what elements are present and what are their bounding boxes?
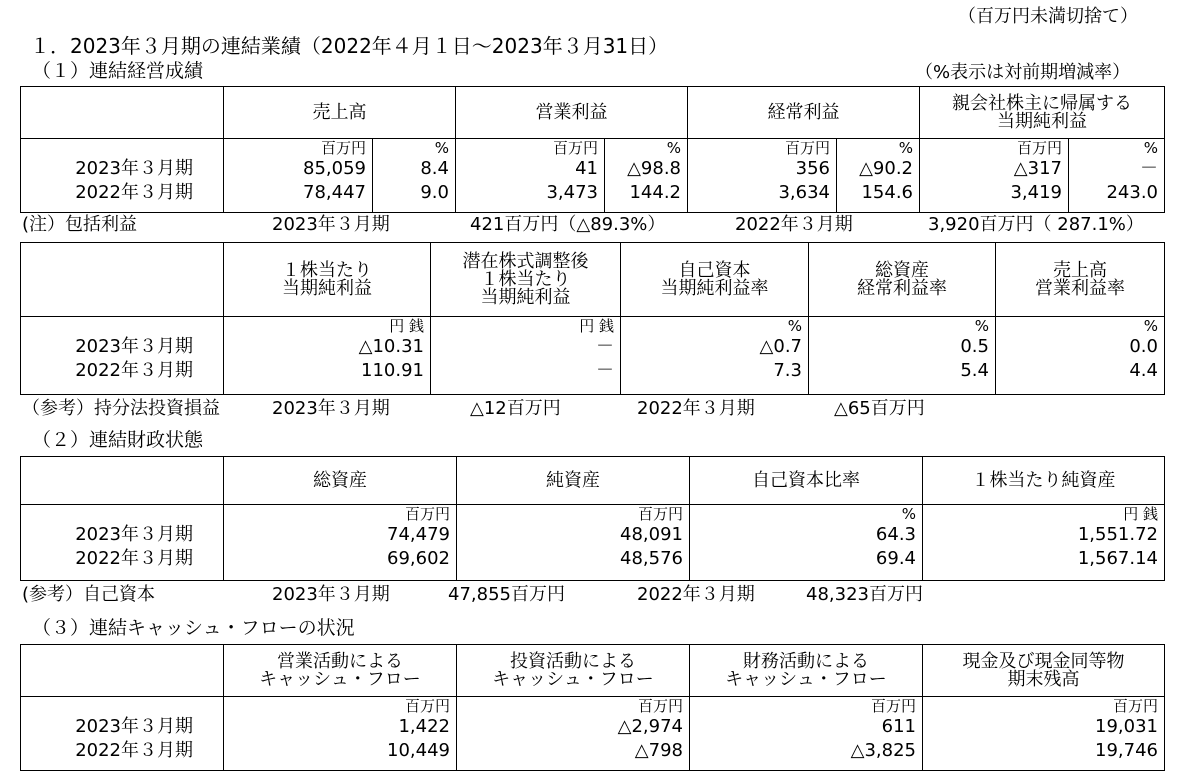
bps-values: 円 銭 1,551.72 1,567.14 — [923, 505, 1165, 581]
equity-value-2: 48,323百万円 — [806, 584, 923, 605]
operating-results-table — [20, 86, 1165, 213]
net-income-values: 百万円 △317 3,419 — [920, 139, 1069, 213]
comprehensive-income-label: (注）包括利益 — [22, 214, 138, 235]
equity-method-value-1: △12百万円 — [470, 398, 561, 419]
row-labels: 2023年３月期 2022年３月期 — [21, 139, 224, 213]
header-roe: 自己資本 当期純利益率 — [621, 243, 809, 317]
header-operating-margin: 売上高 営業利益率 — [996, 243, 1165, 317]
equity-method-label: （参考）持分法投資損益 — [22, 398, 220, 419]
ordinary-income-values: 百万円 356 3,634 — [688, 139, 837, 213]
comprehensive-income-value-1: 421百万円（△89.3%） — [470, 214, 666, 235]
operating-income-values: 百万円 41 3,473 — [456, 139, 605, 213]
equity-value-1: 47,855百万円 — [448, 584, 565, 605]
financial-position-table — [20, 456, 1165, 581]
header-equity-ratio: 自己資本比率 — [690, 457, 923, 505]
operating-cf-values: 百万円 1,422 10,449 — [224, 697, 457, 771]
diluted-eps-values: 円 銭 － － — [431, 317, 621, 395]
equity-year-2: 2022年３月期 — [637, 584, 755, 605]
header-blank — [21, 645, 224, 697]
equity-label: (参考）自己資本 — [22, 584, 156, 605]
net-income-change: % － 243.0 — [1069, 139, 1165, 213]
sales-values: 百万円 85,059 78,447 — [224, 139, 373, 213]
header-total-assets: 総資産 — [224, 457, 457, 505]
header-ordinary-income: 経常利益 — [688, 87, 920, 139]
row-labels: 2023年３月期 2022年３月期 — [21, 317, 224, 395]
header-net-income: 親会社株主に帰属する 当期純利益 — [920, 87, 1165, 139]
header-roa: 総資産 経常利益率 — [809, 243, 996, 317]
equity-year-1: 2023年３月期 — [272, 584, 390, 605]
roe-values: % △0.7 7.3 — [621, 317, 809, 395]
operating-income-change: % △98.8 144.2 — [605, 139, 688, 213]
header-operating-cf: 営業活動による キャッシュ・フロー — [224, 645, 457, 697]
cash-balance-values: 百万円 19,031 19,746 — [923, 697, 1165, 771]
section-3-title: （３）連結キャッシュ・フローの状況 — [32, 617, 355, 639]
total-assets-values: 百万円 74,479 69,602 — [224, 505, 457, 581]
equity-method-year-1: 2023年３月期 — [272, 398, 390, 419]
header-blank — [21, 243, 224, 317]
header-diluted-eps: 潜在株式調整後 １株当たり 当期純利益 — [431, 243, 621, 317]
eps-values: 円 銭 △10.31 110.91 — [224, 317, 431, 395]
equity-method-value-2: △65百万円 — [834, 398, 925, 419]
header-blank — [21, 87, 224, 139]
comprehensive-income-value-2: 3,920百万円（ 287.1%） — [928, 214, 1144, 235]
roa-values: % 0.5 5.4 — [809, 317, 996, 395]
rate-note: （%表示は対前期増減率） — [915, 62, 1131, 83]
comprehensive-income-year-1: 2023年３月期 — [272, 214, 390, 235]
operating-margin-values: % 0.0 4.4 — [996, 317, 1165, 395]
header-blank — [21, 457, 224, 505]
header-eps: １株当たり 当期純利益 — [224, 243, 431, 317]
header-net-assets: 純資産 — [457, 457, 690, 505]
header-bps: １株当たり純資産 — [923, 457, 1165, 505]
row-labels: 2023年３月期 2022年３月期 — [21, 505, 224, 581]
net-assets-values: 百万円 48,091 48,576 — [457, 505, 690, 581]
comprehensive-income-year-2: 2022年３月期 — [735, 214, 853, 235]
equity-ratio-values: % 64.3 69.4 — [690, 505, 923, 581]
page-heading: １．2023年３月期の連結業績（2022年４月１日～2023年３月31日） — [30, 34, 669, 58]
ordinary-income-change: % △90.2 154.6 — [837, 139, 920, 213]
cash-flow-table — [20, 644, 1165, 771]
ratios-table — [20, 242, 1165, 395]
equity-method-year-2: 2022年３月期 — [637, 398, 755, 419]
investing-cf-values: 百万円 △2,974 △798 — [457, 697, 690, 771]
sales-change: % 8.4 9.0 — [373, 139, 456, 213]
header-investing-cf: 投資活動による キャッシュ・フロー — [457, 645, 690, 697]
financing-cf-values: 百万円 611 △3,825 — [690, 697, 923, 771]
section-2-title: （２）連結財政状態 — [32, 429, 204, 451]
row-labels: 2023年３月期 2022年３月期 — [21, 697, 224, 771]
unit-note: （百万円未満切捨て） — [958, 6, 1138, 27]
header-operating-income: 営業利益 — [456, 87, 688, 139]
header-financing-cf: 財務活動による キャッシュ・フロー — [690, 645, 923, 697]
section-1-title: （１）連結経営成績 — [32, 60, 204, 82]
header-cash-balance: 現金及び現金同等物 期末残高 — [923, 645, 1165, 697]
header-sales: 売上高 — [224, 87, 456, 139]
